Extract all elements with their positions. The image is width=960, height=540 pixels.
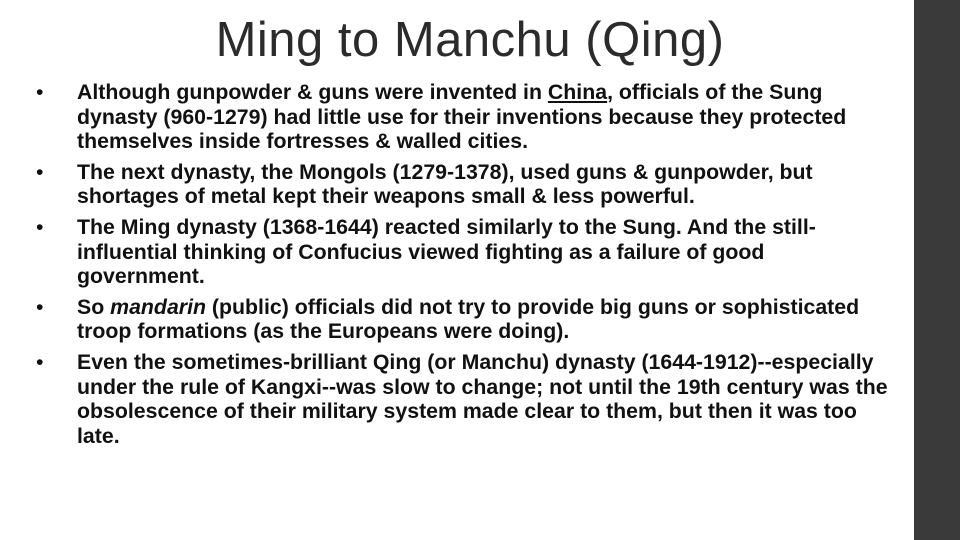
bullet-marker: • (36, 159, 44, 184)
bullet-text: Although gunpowder & guns were invented in (77, 80, 548, 104)
bullet-item (30, 350, 895, 448)
bullet-text: So (77, 294, 111, 319)
bullet-item (30, 80, 895, 154)
bullet-list (30, 80, 895, 454)
bullet-marker: • (36, 294, 44, 319)
bullet-item (30, 295, 895, 344)
bullet-text: The Ming dynasty (1368-1644) reacted similarly to the Sung. And the still-influential thinking of Confucius viewed fighting as a failure of good government. (77, 214, 816, 289)
bullet-text: Even the sometimes-brilliant Qing (or Manchu) dynasty (1644-1912)--especially under the rule of Kangxi--was slow to change; not until the 19th century was the obsolescence of their military system made clear to them, but then it was too late. (77, 349, 888, 448)
bullet-marker: • (36, 349, 44, 374)
bullet-text: , officials of the Sung dynasty (960-1279) had little use for their inventions because they protected themselves inside fortresses & walled cities. (77, 80, 847, 154)
bullet-item (30, 215, 895, 289)
bullet-marker: • (36, 80, 44, 104)
bullet-text: (public) officials did not try to provide big guns or sophisticated troop formations (as the Europeans were doing). (77, 294, 860, 344)
side-bar (914, 0, 960, 540)
bullet-item (30, 160, 895, 209)
mandarin-emphasis: mandarin (110, 294, 206, 319)
bullet-text: The next dynasty, the Mongols (1279-1378), used guns & gunpowder, but shortages of metal kept their weapons small & less powerful. (77, 159, 813, 209)
china-link[interactable]: China (547, 80, 608, 104)
bullet-marker: • (36, 214, 44, 239)
slide-title: Ming to Manchu (Qing) (215, 13, 725, 67)
